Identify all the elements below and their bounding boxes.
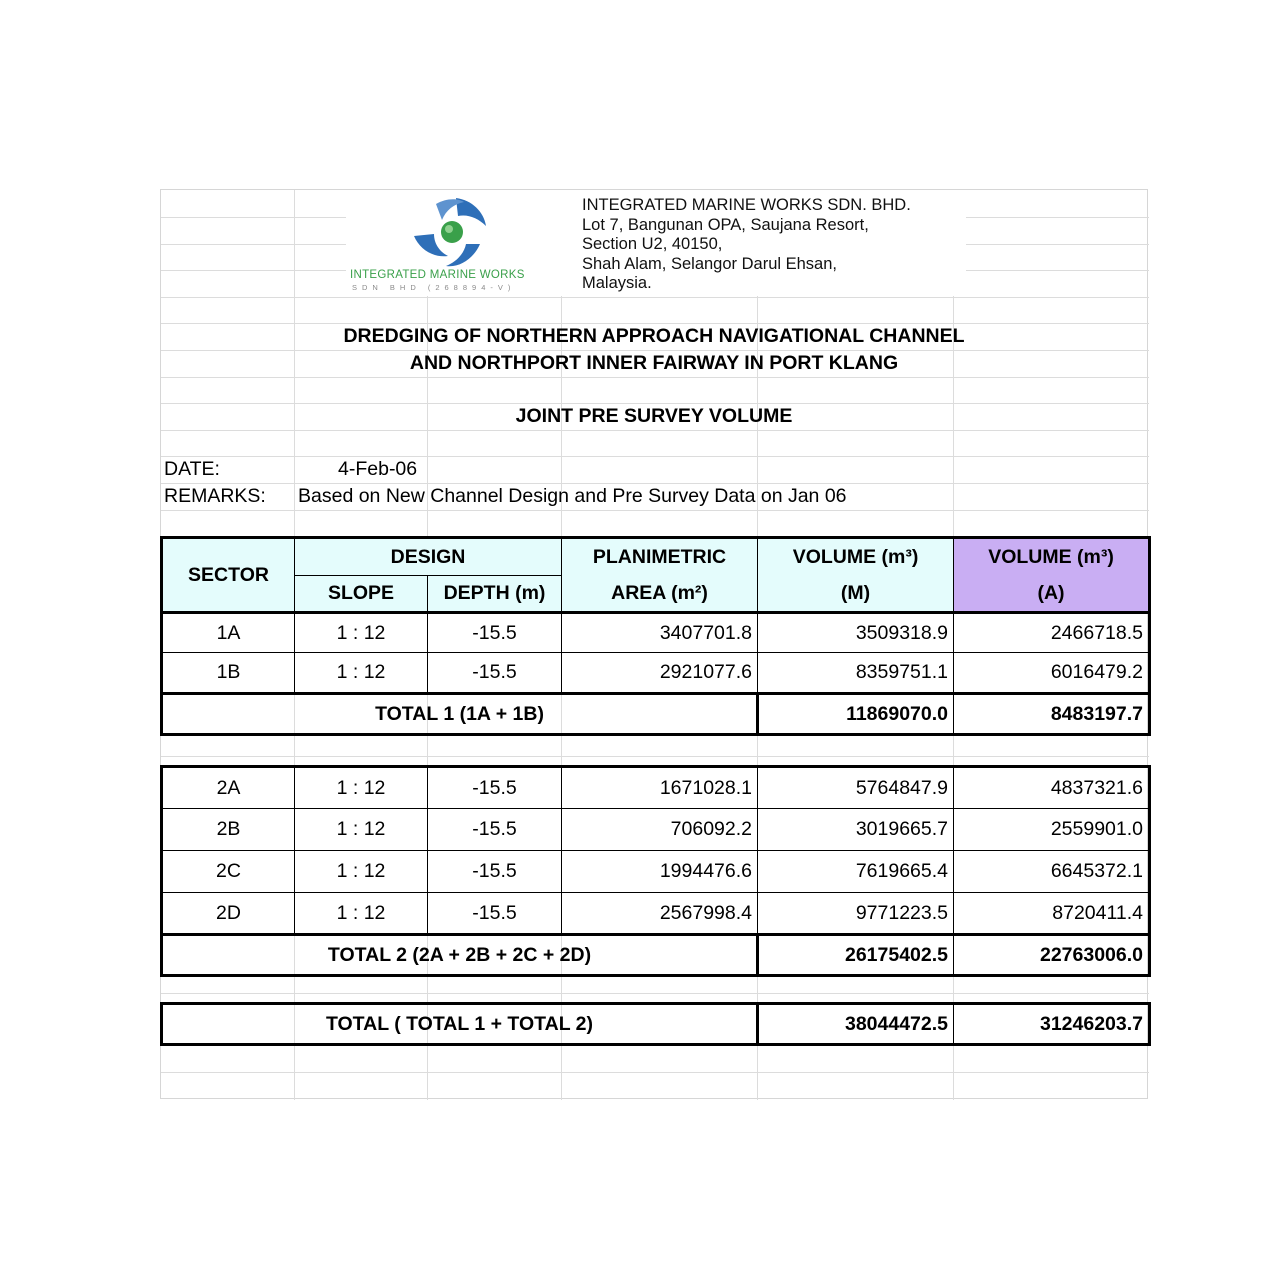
grand-total-volume-m: 38044472.5 bbox=[758, 1004, 954, 1045]
header-slope: SLOPE bbox=[295, 576, 428, 613]
cell-volume-m: 3019665.7 bbox=[758, 809, 954, 851]
cell-depth: -15.5 bbox=[428, 767, 562, 809]
cell-slope: 1 : 12 bbox=[295, 613, 428, 653]
letterhead bbox=[346, 190, 966, 296]
header-volume-m-code: (M) bbox=[758, 576, 954, 613]
header-volume-a-code: (A) bbox=[954, 576, 1150, 613]
cell-sector: 2B bbox=[162, 809, 295, 851]
cell-volume-a: 2559901.0 bbox=[954, 809, 1150, 851]
total-2-volume-a: 22763006.0 bbox=[954, 935, 1150, 976]
cell-volume-m: 5764847.9 bbox=[758, 767, 954, 809]
cell-depth: -15.5 bbox=[428, 653, 562, 694]
header-depth: DEPTH (m) bbox=[428, 576, 562, 613]
address-line: Shah Alam, Selangor Darul Ehsan, bbox=[582, 254, 837, 273]
cell-volume-a: 8720411.4 bbox=[954, 893, 1150, 935]
cell-sector: 1B bbox=[162, 653, 295, 694]
cell-volume-a: 6645372.1 bbox=[954, 851, 1150, 893]
cell-slope: 1 : 12 bbox=[295, 653, 428, 694]
header-volume-a: VOLUME (m³) bbox=[954, 538, 1150, 576]
cell-area: 706092.2 bbox=[562, 809, 758, 851]
cell-area: 1671028.1 bbox=[562, 767, 758, 809]
date-value: 4-Feb-06 bbox=[338, 458, 418, 480]
company-logo-icon bbox=[406, 194, 496, 272]
cell-volume-m: 3509318.9 bbox=[758, 613, 954, 653]
header-area-unit: AREA (m²) bbox=[562, 576, 758, 613]
remarks-value: Based on New Channel Design and Pre Survey Data on Jan 06 bbox=[298, 485, 847, 507]
cell-slope: 1 : 12 bbox=[295, 767, 428, 809]
header-sector: SECTOR bbox=[162, 538, 295, 613]
cell-slope: 1 : 12 bbox=[295, 893, 428, 935]
spreadsheet bbox=[160, 189, 1148, 1099]
cell-depth: -15.5 bbox=[428, 851, 562, 893]
table-row bbox=[162, 893, 1150, 935]
cell-slope: 1 : 12 bbox=[295, 809, 428, 851]
remarks-label: REMARKS: bbox=[164, 485, 266, 507]
table-row bbox=[162, 809, 1150, 851]
cell-sector: 2A bbox=[162, 767, 295, 809]
table-row bbox=[162, 653, 1150, 694]
cell-sector: 2C bbox=[162, 851, 295, 893]
cell-slope: 1 : 12 bbox=[295, 851, 428, 893]
cell-area: 3407701.8 bbox=[562, 613, 758, 653]
company-address bbox=[582, 196, 911, 294]
header-volume-m: VOLUME (m³) bbox=[758, 538, 954, 576]
cell-area: 2567998.4 bbox=[562, 893, 758, 935]
logo-registration: SDN BHD (268894-V) bbox=[352, 283, 516, 292]
cell-sector: 2D bbox=[162, 893, 295, 935]
document-title-line-2: AND NORTHPORT INNER FAIRWAY IN PORT KLANG bbox=[409, 352, 899, 374]
cell-volume-m: 9771223.5 bbox=[758, 893, 954, 935]
total-2-volume-m: 26175402.5 bbox=[758, 935, 954, 976]
address-line: Section U2, 40150, bbox=[582, 235, 723, 253]
cell-volume-a: 6016479.2 bbox=[954, 653, 1150, 694]
table-row bbox=[162, 851, 1150, 893]
total-row bbox=[162, 935, 1150, 976]
grand-total-table bbox=[160, 1002, 1151, 1046]
cell-volume-a: 2466718.5 bbox=[954, 613, 1150, 653]
document-subtitle: JOINT PRE SURVEY VOLUME bbox=[515, 405, 793, 427]
table-row bbox=[162, 767, 1150, 809]
cell-volume-m: 7619665.4 bbox=[758, 851, 954, 893]
total-1-volume-a: 8483197.7 bbox=[954, 694, 1150, 735]
grand-total-row bbox=[162, 1004, 1150, 1045]
total-1-volume-m: 11869070.0 bbox=[758, 694, 954, 735]
cell-sector: 1A bbox=[162, 613, 295, 653]
total-2-label: TOTAL 2 (2A + 2B + 2C + 2D) bbox=[162, 935, 758, 976]
table-row bbox=[162, 613, 1150, 653]
cell-area: 2921077.6 bbox=[562, 653, 758, 694]
volume-table-group-1 bbox=[160, 536, 1151, 736]
cell-volume-a: 4837321.6 bbox=[954, 767, 1150, 809]
grand-total-label: TOTAL ( TOTAL 1 + TOTAL 2) bbox=[162, 1004, 758, 1045]
header-planimetric: PLANIMETRIC bbox=[562, 538, 758, 576]
cell-area: 1994476.6 bbox=[562, 851, 758, 893]
address-line: Lot 7, Bangunan OPA, Saujana Resort, bbox=[582, 215, 869, 234]
grand-total-volume-a: 31246203.7 bbox=[954, 1004, 1150, 1045]
address-line: INTEGRATED MARINE WORKS SDN. BHD. bbox=[582, 196, 911, 214]
document-title-line-1: DREDGING OF NORTHERN APPROACH NAVIGATIONAL CHANNEL bbox=[343, 325, 965, 347]
cell-depth: -15.5 bbox=[428, 809, 562, 851]
volume-table-group-2 bbox=[160, 765, 1151, 977]
date-label: DATE: bbox=[164, 458, 220, 480]
total-1-label: TOTAL 1 (1A + 1B) bbox=[162, 694, 758, 735]
cell-volume-m: 8359751.1 bbox=[758, 653, 954, 694]
cell-depth: -15.5 bbox=[428, 613, 562, 653]
total-row bbox=[162, 694, 1150, 735]
logo-name: INTEGRATED MARINE WORKS bbox=[350, 269, 525, 281]
address-line: Malaysia. bbox=[582, 274, 652, 292]
header-design: DESIGN bbox=[295, 538, 562, 576]
cell-depth: -15.5 bbox=[428, 893, 562, 935]
